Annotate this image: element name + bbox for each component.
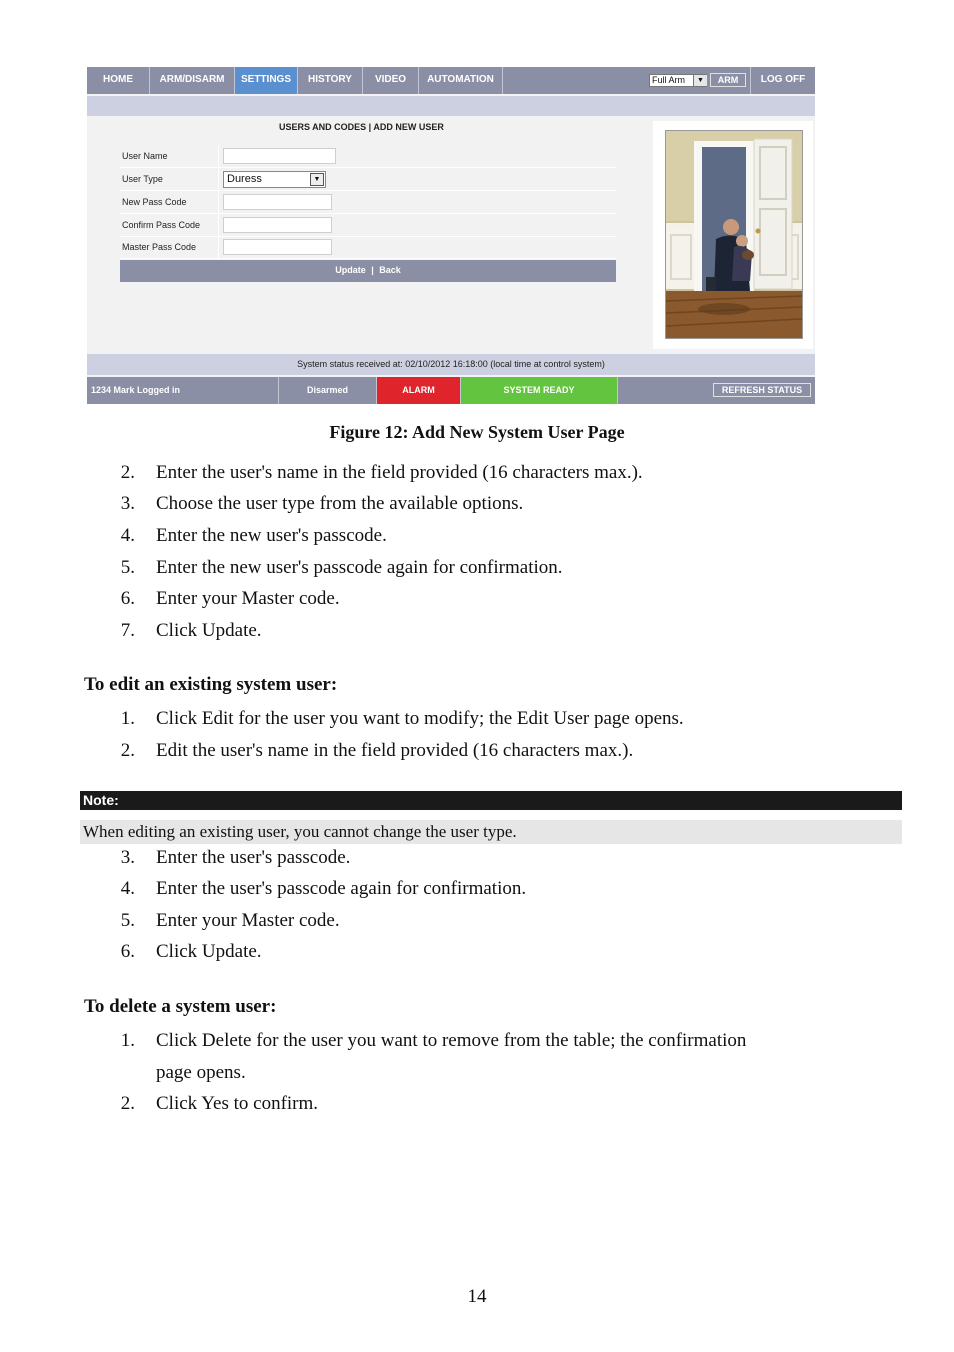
divider: [218, 168, 219, 190]
list-number: 5.: [120, 910, 135, 931]
tab-automation[interactable]: AUTOMATION: [419, 67, 503, 94]
list-number: 2.: [120, 740, 135, 761]
list-text: Enter the new user's passcode again for confirmation.: [156, 557, 563, 578]
master-pass-code-input[interactable]: [223, 239, 332, 255]
list-number: 3.: [120, 493, 135, 514]
sub-header-bar: [87, 96, 815, 116]
tab-video[interactable]: VIDEO: [363, 67, 419, 94]
form-action-bar: [120, 260, 616, 282]
alarm-status: ALARM: [377, 377, 461, 404]
list-text: Click Delete for the user you want to remove from the table; the confirmation: [156, 1030, 747, 1051]
edit-user-heading: To edit an existing system user:: [84, 674, 338, 695]
list-number: 4.: [120, 525, 135, 546]
tab-home[interactable]: HOME: [87, 67, 150, 94]
user-type-value: Duress: [227, 173, 262, 185]
row-confirm-pass-code: [120, 214, 616, 237]
chevron-down-icon[interactable]: ▼: [693, 75, 707, 86]
tab-settings[interactable]: SETTINGS: [235, 67, 298, 94]
confirm-pass-code-label: Confirm Pass Code: [122, 220, 201, 230]
row-master-pass-code: [120, 236, 616, 259]
row-user-type: [120, 168, 616, 191]
user-type-select[interactable]: [223, 171, 326, 188]
row-new-pass-code: [120, 191, 616, 214]
user-name-label: User Name: [122, 151, 168, 161]
disarmed-status: Disarmed: [279, 377, 377, 404]
row-user-name: [120, 145, 616, 168]
master-pass-code-label: Master Pass Code: [122, 242, 197, 252]
new-pass-code-label: New Pass Code: [122, 197, 187, 207]
page-number: 14: [467, 1286, 487, 1307]
list-text: Enter the new user's passcode.: [156, 525, 387, 546]
user-name-input[interactable]: [223, 148, 336, 164]
arm-mode-value: Full Arm: [652, 75, 686, 85]
list-number: 2.: [120, 1093, 135, 1114]
photo-frame: [653, 121, 813, 349]
user-type-label: User Type: [122, 174, 163, 184]
list-text: Choose the user type from the available options.: [156, 493, 524, 514]
list-text: Edit the user's name in the field provided (16 characters max.).: [156, 740, 634, 761]
divider: [218, 236, 219, 258]
list-text: Enter your Master code.: [156, 588, 340, 609]
chevron-down-icon[interactable]: ▼: [310, 173, 324, 186]
tab-history[interactable]: HISTORY: [298, 67, 363, 94]
logoff-button[interactable]: LOG OFF: [750, 67, 815, 94]
list-number: 4.: [120, 878, 135, 899]
refresh-status-button[interactable]: REFRESH STATUS: [713, 383, 811, 397]
back-link[interactable]: Back: [379, 265, 401, 275]
list-number: 7.: [120, 620, 135, 641]
list-number: 6.: [120, 941, 135, 962]
system-status-line: System status received at: 02/10/2012 16:18:00 (local time at control system): [87, 354, 815, 375]
note-label: Note:: [80, 791, 902, 810]
list-text: page opens.: [156, 1062, 246, 1083]
confirm-pass-code-input[interactable]: [223, 217, 332, 233]
list-number: 3.: [120, 847, 135, 868]
link-separator: |: [371, 265, 374, 275]
figure-caption: Figure 12: Add New System User Page: [329, 422, 625, 442]
note-text: When editing an existing user, you cannot change the user type.: [80, 820, 902, 844]
new-pass-code-input[interactable]: [223, 194, 332, 210]
list-text: Click Update.: [156, 620, 262, 641]
list-text: Click Yes to confirm.: [156, 1093, 319, 1114]
form-title: USERS AND CODES | ADD NEW USER: [279, 122, 444, 132]
update-link[interactable]: Update: [335, 265, 366, 275]
list-number: 1.: [120, 1030, 135, 1051]
divider: [218, 191, 219, 213]
system-ready-status: SYSTEM READY: [461, 377, 618, 404]
list-number: 6.: [120, 588, 135, 609]
list-number: 2.: [120, 462, 135, 483]
delete-user-heading: To delete a system user:: [84, 996, 277, 1017]
divider: [218, 145, 219, 167]
top-nav-bar: [87, 67, 815, 94]
list-text: Click Update.: [156, 941, 262, 962]
divider: [218, 214, 219, 236]
logged-in-user: 1234 Mark Logged in: [87, 377, 279, 404]
family-at-door-photo: [665, 130, 803, 339]
list-text: Enter the user's passcode again for confirmation.: [156, 878, 527, 899]
list-text: Enter your Master code.: [156, 910, 340, 931]
arm-button[interactable]: ARM: [710, 73, 746, 87]
list-number: 5.: [120, 557, 135, 578]
list-number: 1.: [120, 708, 135, 729]
status-footer: [87, 377, 815, 404]
tab-arm-disarm[interactable]: ARM/DISARM: [150, 67, 235, 94]
add-user-screenshot: [87, 67, 815, 404]
list-text: Click Edit for the user you want to modify; the Edit User page opens.: [156, 708, 684, 729]
list-text: Enter the user's name in the field provided (16 characters max.).: [156, 462, 643, 483]
list-text: Enter the user's passcode.: [156, 847, 351, 868]
